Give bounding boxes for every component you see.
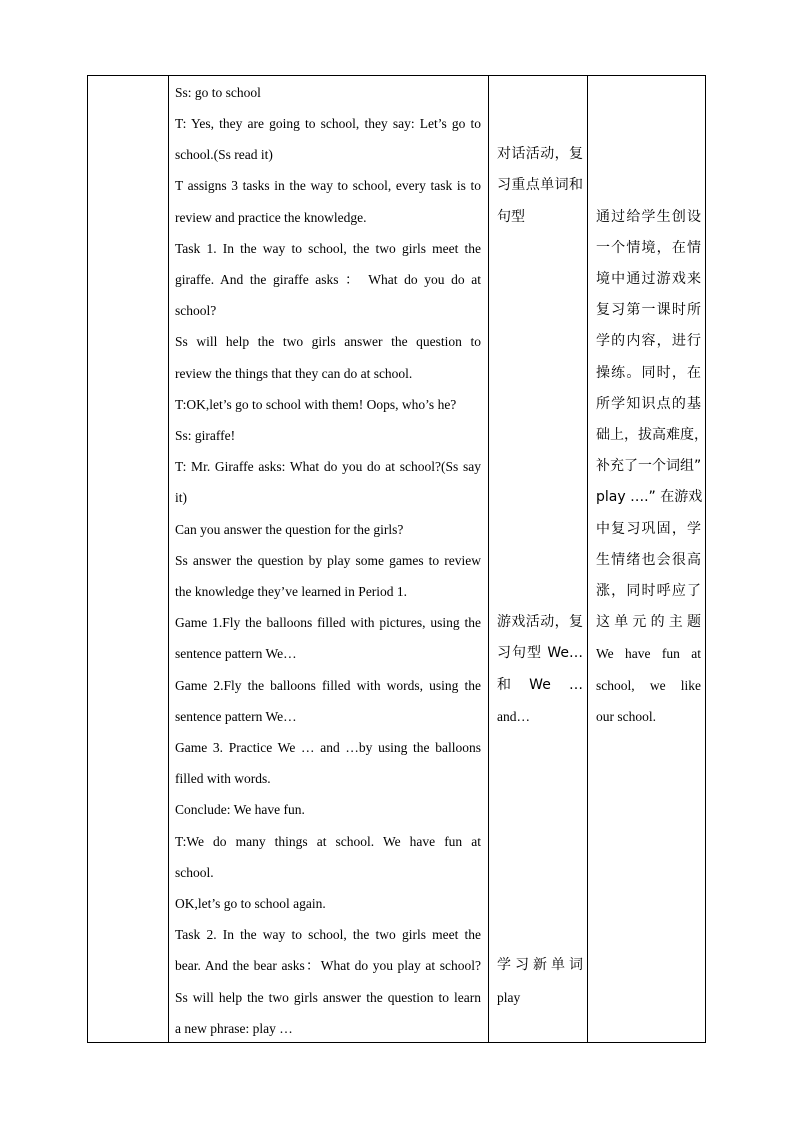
design-intent-line: 涨，同时呼应了 [596,583,701,599]
activity-note-new-word: play [497,990,521,1005]
procedure-line: Conclude: We have fun. [175,802,305,817]
design-intent-line: school, we like [596,678,701,693]
design-intent-line: 这单元的主题 [596,614,701,630]
procedure-line: T: Yes, they are going to school, they say: Let’s go to [175,116,481,131]
procedure-line: OK,let’s go to school again. [175,896,326,911]
procedure-line: Game 2.Fly the balloons filled with words, using the [175,678,481,693]
procedure-line: it) [175,490,187,505]
design-intent-line: We have fun at [596,646,701,661]
procedure-line: giraffe. And the giraffe asks ： What do you do at [175,272,481,287]
procedure-line: review and practice the knowledge. [175,210,367,225]
procedure-line: Ss: go to school [175,85,261,100]
procedure-line: review the things that they can do at school. [175,366,413,381]
activity-note-dialogue: 对话活动，复 [497,146,583,162]
design-intent-line: 础上，拔高难度， [596,427,708,443]
procedure-line: Task 2. In the way to school, the two girls meet the [175,927,481,942]
procedure-line: a new phrase: play … [175,1021,293,1036]
activity-note-games: 和 We … [497,677,583,693]
activity-note-games: and… [497,709,530,724]
procedure-line: T: Mr. Giraffe asks: What do you do at school?(Ss say [175,459,481,474]
column-divider-1 [168,76,169,1042]
design-intent-line: 生情绪也会很高 [596,552,701,568]
procedure-line: T:OK,let’s go to school with them! Oops, who’s he? [175,397,457,412]
procedure-line: Ss will help the two girls answer the question to [175,334,481,349]
design-intent-line: 中复习巩固，学 [596,521,701,537]
activity-note-new-word: 学习新单词 [497,957,583,973]
design-intent-line: our school. [596,709,656,724]
lesson-plan-table [87,75,706,1043]
design-intent-line: 复习第一课时所 [596,302,701,318]
procedure-line: filled with words. [175,771,271,786]
procedure-line: bear. And the bear asks：What do you play at school? [175,958,481,973]
procedure-line: school.(Ss read it) [175,147,273,162]
design-intent-line: 一个情境，在情 [596,240,701,256]
procedure-line: school? [175,303,217,318]
procedure-line: T:We do many things at school. We have fun at [175,834,481,849]
procedure-line: Task 1. In the way to school, the two girls meet the [175,241,481,256]
procedure-line: Game 1.Fly the balloons filled with pictures, using the [175,615,481,630]
procedure-line: Can you answer the question for the girls? [175,522,404,537]
design-intent-line: 通过给学生创设 [596,209,701,225]
procedure-line: Game 3. Practice We … and …by using the balloons [175,740,481,755]
activity-note-dialogue: 句型 [497,209,525,225]
design-intent-line: 所学知识点的基 [596,396,701,412]
procedure-line: sentence pattern We… [175,646,297,661]
procedure-line: the knowledge they’ve learned in Period 1. [175,584,408,599]
column-divider-3 [587,76,588,1042]
design-intent-line: 操练。同时，在 [596,365,701,381]
design-intent-line: play ….” 在游戏 [596,489,703,505]
column-divider-2 [488,76,489,1042]
procedure-line: school. [175,865,214,880]
procedure-line: Ss will help the two girls answer the question to learn [175,990,481,1005]
procedure-line: Ss answer the question by play some games to review [175,553,481,568]
procedure-line: T assigns 3 tasks in the way to school, every task is to [175,178,481,193]
activity-note-dialogue: 习重点单词和 [497,177,583,193]
activity-note-games: 习句型 We… [497,645,583,661]
activity-note-games: 游戏活动，复 [497,614,583,630]
design-intent-line: 学的内容，进行 [596,333,701,349]
procedure-line: Ss: giraffe! [175,428,236,443]
design-intent-line: 境中通过游戏来 [596,271,701,287]
design-intent-line: 补充了一个词组” [596,458,702,474]
procedure-line: sentence pattern We… [175,709,297,724]
